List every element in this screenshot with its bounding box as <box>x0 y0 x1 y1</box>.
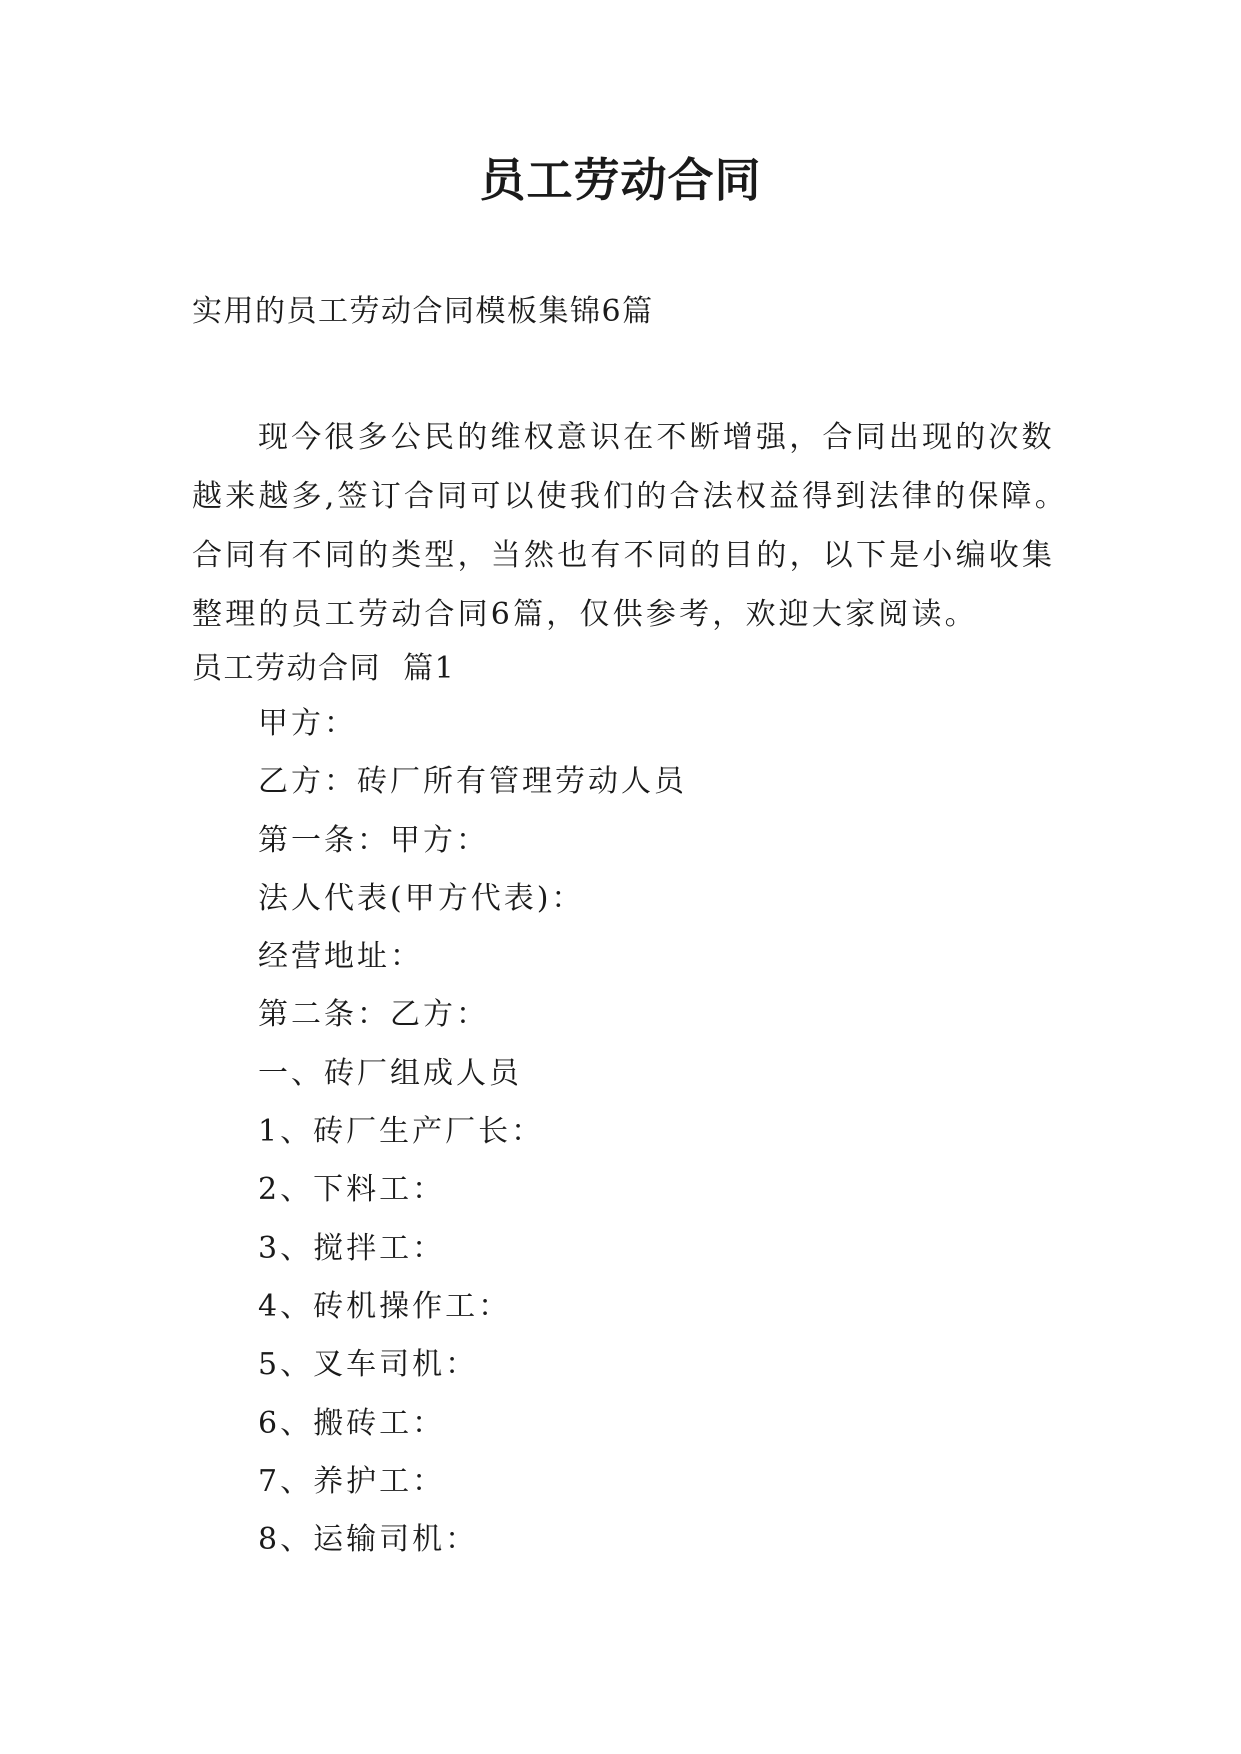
contract-item: 6、搬砖工： <box>258 1405 446 1441</box>
contract-item-list <box>258 704 687 1578</box>
contract-item: 4、砖机操作工： <box>258 1288 512 1324</box>
intro-line: 越来越多,签订合同可以使我们的合法权益得到法律的保障。 <box>192 479 1068 514</box>
intro-paragraph <box>192 408 1068 644</box>
contract-item: 甲方： <box>258 706 357 741</box>
intro-line: 现今很多公民的维权意识在不断增强，合同出现的次数 <box>258 420 1055 455</box>
document-title: 员工劳动合同 <box>479 153 762 207</box>
contract-item: 8、运输司机： <box>258 1522 479 1558</box>
document-subtitle: 实用的员工劳动合同模板集锦6篇 <box>192 294 654 329</box>
contract-item: 乙方：砖厂所有管理劳动人员 <box>258 764 687 800</box>
intro-line: 合同有不同的类型，当然也有不同的目的，以下是小编收集 <box>192 538 1056 573</box>
contract-item: 5、叉车司机： <box>258 1347 479 1383</box>
contract-item: 第二条：乙方： <box>258 997 489 1033</box>
contract-item: 7、养护工： <box>258 1463 446 1499</box>
section-heading: 员工劳动合同 篇1 <box>192 651 456 686</box>
contract-item: 法人代表(甲方代表)： <box>258 880 585 916</box>
intro-line: 整理的员工劳动合同6篇，仅供参考，欢迎大家阅读。 <box>192 597 978 632</box>
contract-item: 2、下料工： <box>258 1172 446 1208</box>
contract-item: 第一条：甲方： <box>258 822 489 858</box>
contract-item: 经营地址： <box>258 939 423 975</box>
contract-item: 一、砖厂组成人员 <box>258 1055 522 1091</box>
contract-item: 1、砖厂生产厂长： <box>258 1114 545 1150</box>
contract-item: 3、搅拌工： <box>258 1230 446 1266</box>
